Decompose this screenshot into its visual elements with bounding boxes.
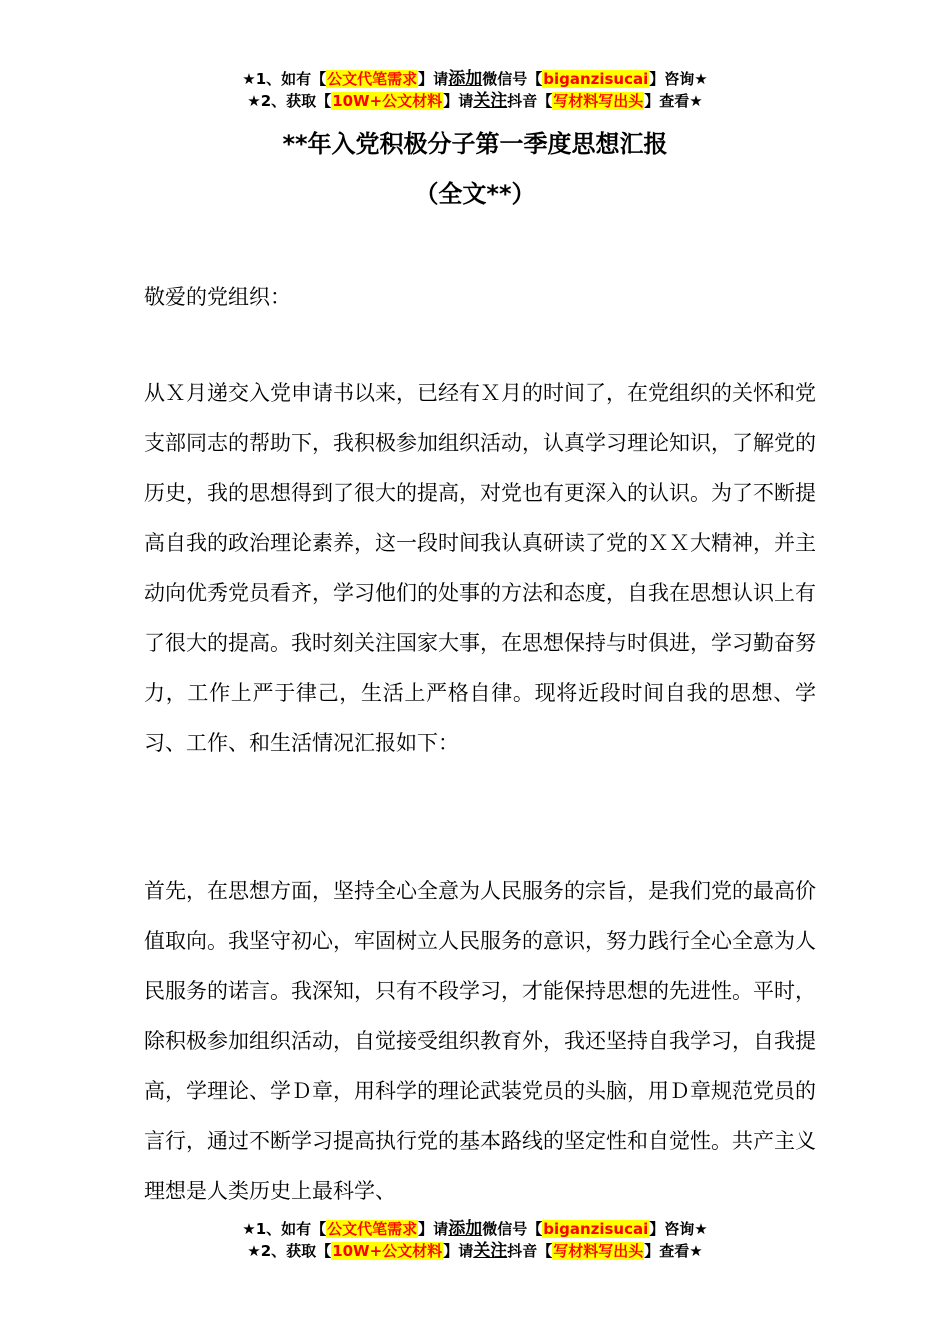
promo-text: 】请 (443, 1242, 474, 1260)
promo-line-1 (0, 1218, 950, 1240)
highlight-text: 10W+公文材料 (332, 92, 443, 110)
promo-text: 】查看★ (644, 1242, 703, 1260)
underlined-text: 关注 (473, 1241, 508, 1261)
promo-banner-top (0, 68, 950, 112)
promo-banner-bottom (0, 1218, 950, 1262)
promo-text: 】请 (418, 1220, 449, 1238)
highlight-text: 公文代笔需求 (327, 70, 418, 88)
underlined-text: 添加 (448, 1219, 483, 1239)
highlight-text: biganzisucai (543, 70, 649, 88)
promo-line-1 (0, 68, 950, 90)
body-paragraph-2 (144, 866, 816, 1216)
promo-line-2 (0, 90, 950, 112)
promo-line-2 (0, 1240, 950, 1262)
highlight-text: biganzisucai (543, 1220, 649, 1238)
promo-text: 抖音【 (507, 92, 553, 110)
promo-text: 】咨询★ (649, 1220, 708, 1238)
promo-text: 微信号【 (482, 70, 543, 88)
promo-text: ★2、获取【 (247, 1242, 332, 1260)
document-subtitle: （全文**） (414, 180, 536, 208)
underlined-text: 添加 (448, 69, 483, 89)
promo-text: 】查看★ (644, 92, 703, 110)
highlight-text: 写材料写出头 (553, 92, 644, 110)
promo-text: 微信号【 (482, 1220, 543, 1238)
highlight-text: 公文代笔需求 (327, 1220, 418, 1238)
paragraph-text: 从Ｘ月递交入党申请书以来，已经有Ｘ月的时间了，在党组织的关怀和党支部同志的帮助下，我积极参加组织活动，认真学习理论知识，了解党的历史，我的思想得到了很大的提高，对党也有更深入的认识。为了不断提高自我的政治理论素养，这一段时间我认真研读了党的ＸＸ大精神，并主动向优秀党员看齐，学习他们的处事的方法和态度，自我在思想认识上有了很大的提高。我时刻关注国家大事，在思想保持与时俱进，学习勤奋努力，工作上严于律己，生活上严格自律。现将近段时间自我的思想、学习、工作、和生活情况汇报如下： (144, 381, 816, 755)
promo-text: 抖音【 (507, 1242, 553, 1260)
paragraph-text: 首先，在思想方面，坚持全心全意为人民服务的宗旨，是我们党的最高价值取向。我坚守初心，牢固树立人民服务的意识，努力践行全心全意为人民服务的诺言。我深知，只有不段学习，才能保持思想的先进性。平时，除积极参加组织活动，自觉接受组织教育外，我还坚持自我学习，自我提高，学理论、学Ｄ章，用科学的理论武装党员的头脑，用Ｄ章规范党员的言行，通过不断学习提高执行党的基本路线的坚定性和自觉性。共产主义理想是人类历史上最科学、 (144, 879, 816, 1203)
highlight-text: 写材料写出头 (553, 1242, 644, 1260)
promo-text: ★1、如有【 (242, 70, 327, 88)
highlight-text: 10W+公文材料 (332, 1242, 443, 1260)
document-title: **年入党积极分子第一季度思想汇报 (282, 130, 668, 158)
body-paragraph-1 (144, 368, 816, 768)
promo-text: ★1、如有【 (242, 1220, 327, 1238)
salutation: 敬爱的党组织： (144, 285, 291, 309)
promo-text: 】请 (418, 70, 449, 88)
promo-text: ★2、获取【 (247, 92, 332, 110)
underlined-text: 关注 (473, 91, 508, 111)
promo-text: 】请 (443, 92, 474, 110)
promo-text: 】咨询★ (649, 70, 708, 88)
